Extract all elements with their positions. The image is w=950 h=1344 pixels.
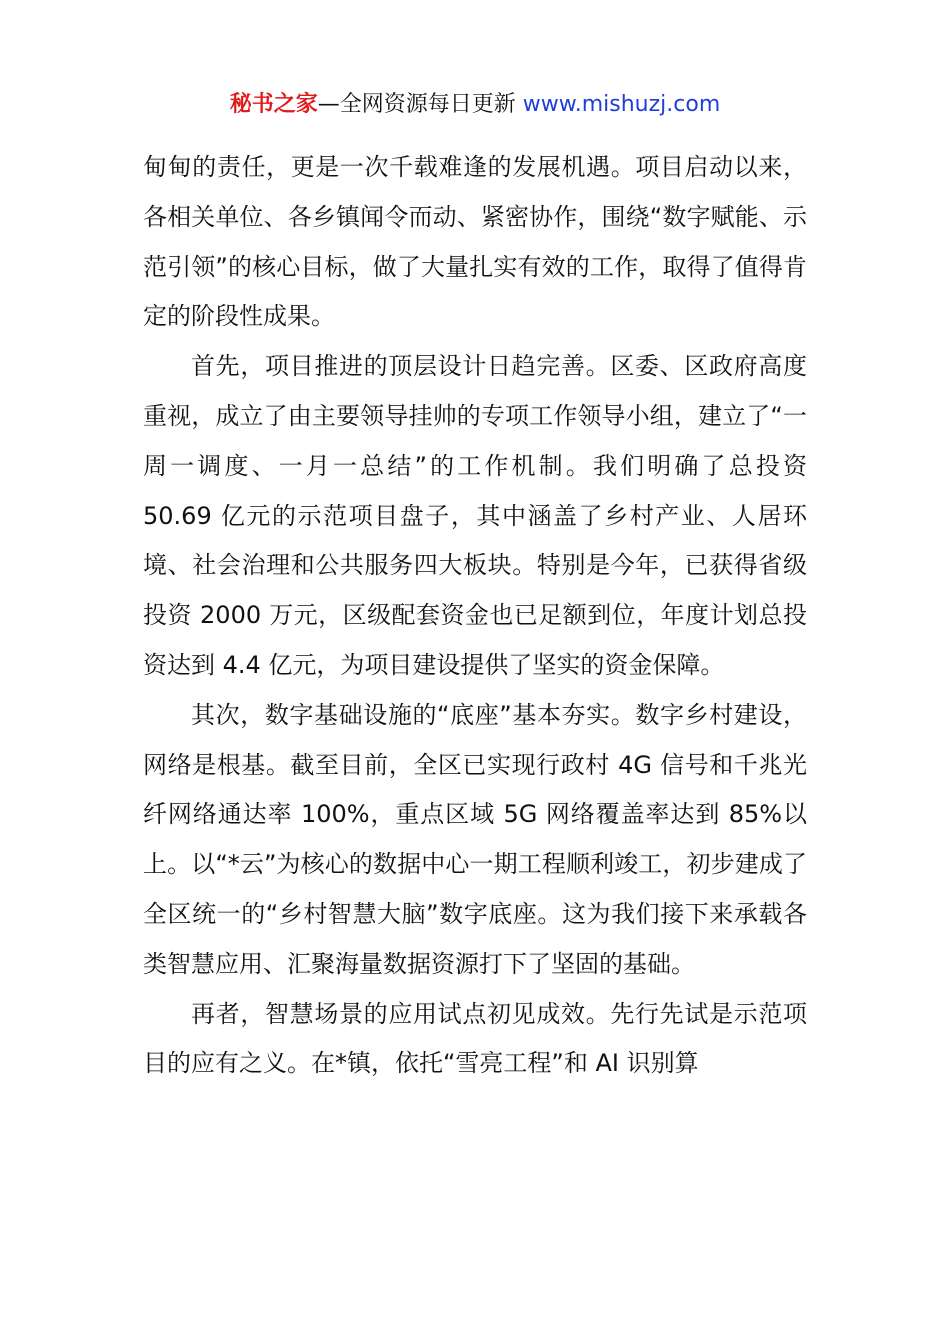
- header-brand: 秘书之家: [229, 92, 318, 117]
- paragraph-continuation: 甸甸的责任，更是一次千载难逢的发展机遇。项目启动以来，各相关单位、各乡镇闻令而动、紧密协作，围绕“数字赋能、示范引领”的核心目标，做了大量扎实有效的工作，取得了值得肯定的阶段性成果。: [143, 153, 807, 331]
- paragraph-first: 首先，项目推进的顶层设计日趋完善。区委、区政府高度重视，成立了由主要领导挂帅的专项工作领导小组，建立了“一周一调度、一月一总结”的工作机制。我们明确了总投资 50.69 亿元的示范项目盘子，其中涵盖了乡村产业、人居环境、社会治理和公共服务四大板块。特别是今年，已获得省级投资 2000 万元，区级配套资金也已足额到位，年度计划总投资达到 4.4 亿元，为项目建设提供了坚实的资金保障。: [143, 352, 807, 679]
- page-header: [0, 88, 950, 122]
- paragraph-third: 再者，智慧场景的应用试点初见成效。先行先试是示范项目的应有之义。在*镇，依托“雪亮工程”和 AI 识别算: [143, 999, 807, 1078]
- paragraph-second: 其次，数字基础设施的“底座”基本夯实。数字乡村建设，网络是根基。截至目前，全区已实现行政村 4G 信号和千兆光纤网络通达率 100%，重点区域 5G 网络覆盖率达到 85%以上。以“*云”为核心的数据中心一期工程顺利竣工，初步建成了全区统一的“乡村智慧大脑”数字底座。这为我们接下来承载各类智慧应用、汇聚海量数据资源打下了坚固的基础。: [143, 700, 807, 978]
- header-url-link[interactable]: www.mishuzj.com: [522, 92, 721, 117]
- document-body: [143, 143, 807, 1089]
- header-tagline: —全网资源每日更新: [317, 92, 523, 117]
